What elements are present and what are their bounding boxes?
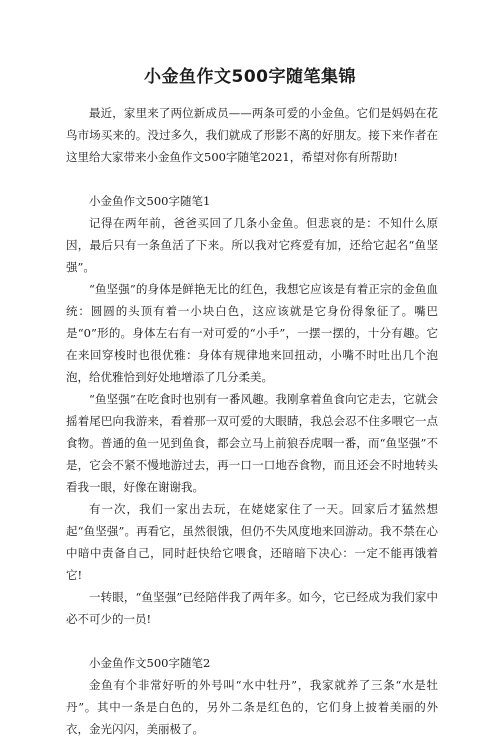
essay1-heading: 小金鱼作文500字随笔1 <box>89 194 211 208</box>
essay1-paragraph: 一转眼，“鱼坚强”已经陪伴我了两年多。如今，它已经成为我们家中必不可少的一员! <box>66 590 438 626</box>
essay1-paragraph: 记得在两年前，爸爸买回了几条小金鱼。但悲哀的是：不知什么原因，最后只有一条鱼活了下来。所以我对它疼爱有加，还给它起名“鱼坚强”。 <box>66 216 438 274</box>
essay2-heading: 小金鱼作文500字随笔2 <box>89 656 211 670</box>
essay2-paragraph: 金鱼有个非常好听的外号叫“水中牡丹”，我家就养了三条“水是牡丹”。其中一条是白色的，另外二条是红色的，它们身上披着美丽的外衣，金光闪闪，美丽极了。 <box>66 678 438 736</box>
essay1-paragraph: 有一次，我们一家出去玩，在姥姥家住了一天。回家后才猛然想起“鱼坚强”。再看它，虽然很饿，但仍不失风度地来回游动。我不禁在心中暗中责备自己，同时赶快给它喂食，还暗暗下决心：一定不能再饿着它! <box>66 502 438 582</box>
page-title: 小金鱼作文500字随笔集锦 <box>144 67 356 87</box>
intro-paragraph: 最近，家里来了两位新成员——两条可爱的小金鱼。它们是妈妈在花鸟市场买来的。没过多久，我们就成了形影不离的好朋友。接下来作者在这里给大家带来小金鱼作文500字随笔2021，希望对你有所帮助! <box>66 106 438 164</box>
document-body <box>66 102 438 740</box>
essay1-paragraph: “鱼坚强”的身体是鲜艳无比的红色，我想它应该是有着正宗的金鱼血统：圆圆的头顶有着一小块白色，这应该就是它身份得象征了。嘴巴是“0”形的。身体左右有一对可爱的“小手”，一摆一摆的，十分有趣。它在来回穿梭时也很优雅：身体有规律地来回扭动，小嘴不时吐出几个泡泡，给优雅恰到好处地增添了几分柔美。 <box>66 282 438 384</box>
essay1-paragraph: “鱼坚强”在吃食时也别有一番风趣。我刚拿着鱼食向它走去，它就会摇着尾巴向我游来，看着那一双可爱的大眼睛，我总会忍不住多喂它一点食物。普通的鱼一见到鱼食，都会立马上前狼吞虎咽一番，而“鱼坚强”不是，它会不紧不慢地游过去，再一口一口地吞食物，而且还会不时地转头看我一眼，好像在谢谢我。 <box>66 392 438 494</box>
